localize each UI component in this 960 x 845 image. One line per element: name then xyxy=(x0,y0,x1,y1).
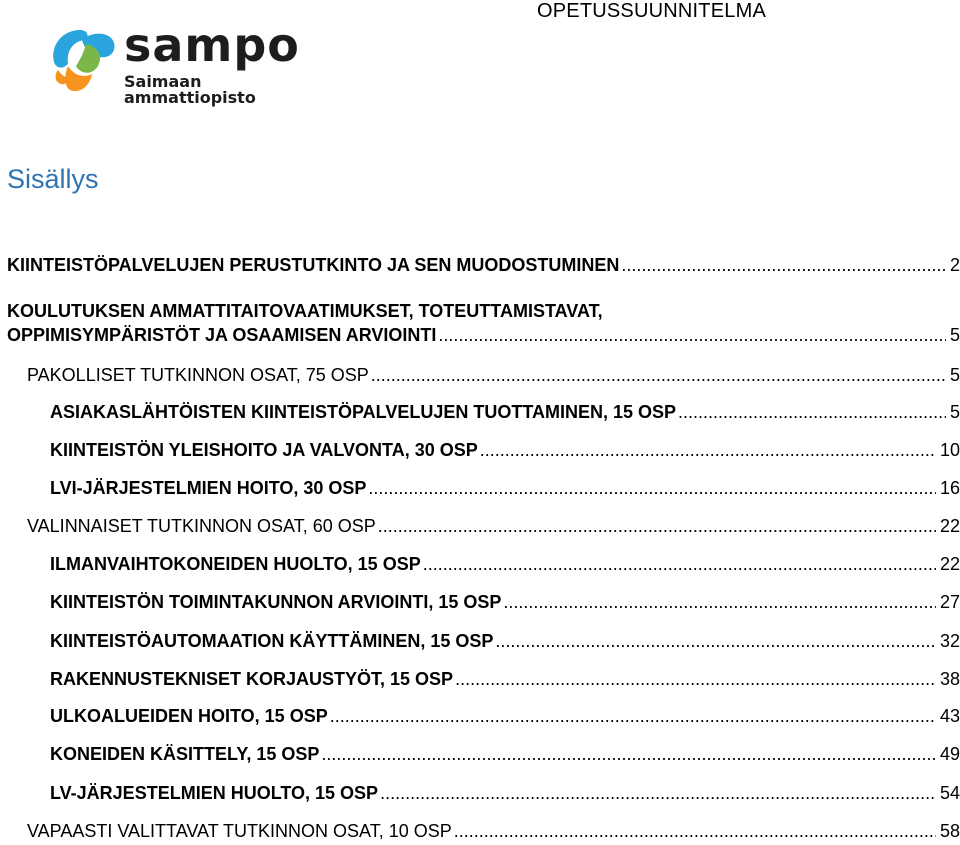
toc-entry-label: KIINTEISTÖN YLEISHOITO JA VALVONTA, 30 OSP xyxy=(50,440,478,460)
toc-page-number: 27 xyxy=(939,592,960,612)
toc-dot-leader xyxy=(495,631,936,652)
toc-entry-label: LVI-JÄRJESTELMIEN HOITO, 30 OSP xyxy=(50,478,367,498)
toc-entry[interactable] xyxy=(50,402,960,426)
sampo-logo xyxy=(46,18,326,107)
toc-entry-label: ILMANVAIHTOKONEIDEN HUOLTO, 15 OSP xyxy=(50,554,421,574)
toc-entry[interactable] xyxy=(27,365,960,389)
toc-entry[interactable] xyxy=(50,631,960,655)
toc-page-number: 38 xyxy=(939,669,960,689)
toc-entry[interactable] xyxy=(7,325,960,349)
toc-page-number: 10 xyxy=(939,440,960,460)
toc-entry[interactable] xyxy=(50,744,960,768)
toc-entry-line[interactable]: KOULUTUKSEN AMMATTITAITOVAATIMUKSET, TOTEUTTAMISTAVAT, xyxy=(7,301,603,321)
toc-entry[interactable] xyxy=(7,255,960,279)
toc-page-number: 2 xyxy=(949,255,960,275)
toc-entry-label: VAPAASTI VALITTAVAT TUTKINNON OSAT, 10 OSP xyxy=(27,821,452,841)
logo-subtitle: Saimaan ammattiopisto xyxy=(124,72,256,107)
toc-page-number: 43 xyxy=(939,706,960,726)
toc-page-number: 49 xyxy=(939,744,960,764)
toc-entry[interactable] xyxy=(50,669,960,693)
toc-entry[interactable] xyxy=(50,554,960,578)
toc-page-number: 54 xyxy=(939,783,960,803)
toc-entry-label: OPPIMISYMPÄRISTÖT JA OSAAMISEN ARVIOINTI xyxy=(7,325,437,345)
toc-page-number: 58 xyxy=(939,821,960,841)
sampo-emblem-icon xyxy=(46,20,126,98)
toc-dot-leader xyxy=(321,744,936,765)
toc-entry-label: KIINTEISTÖN TOIMINTAKUNNON ARVIOINTI, 15 OSP xyxy=(50,592,502,612)
toc-page-number: 5 xyxy=(949,402,960,422)
toc-dot-leader xyxy=(330,706,936,727)
toc-entry[interactable] xyxy=(27,821,960,845)
toc-entry-label: PAKOLLISET TUTKINNON OSAT, 75 OSP xyxy=(27,365,369,385)
toc-entry[interactable] xyxy=(50,706,960,730)
toc-entry[interactable] xyxy=(50,440,960,464)
toc-dot-leader xyxy=(423,554,936,575)
toc-entry-label: ULKOALUEIDEN HOITO, 15 OSP xyxy=(50,706,328,726)
toc-dot-leader xyxy=(368,478,936,499)
toc-dot-leader xyxy=(503,592,936,613)
toc-entry[interactable] xyxy=(50,783,960,807)
toc-dot-leader xyxy=(480,440,936,461)
toc-dot-leader xyxy=(455,669,936,690)
toc-dot-leader xyxy=(371,365,946,386)
toc-dot-leader xyxy=(378,516,936,537)
toc-page-number: 32 xyxy=(939,631,960,651)
toc-entry-label: KIINTEISTÖAUTOMAATION KÄYTTÄMINEN, 15 OSP xyxy=(50,631,494,651)
toc-entry-label: LV-JÄRJESTELMIEN HUOLTO, 15 OSP xyxy=(50,783,379,803)
toc-dot-leader xyxy=(454,821,936,842)
toc-entry[interactable] xyxy=(50,478,960,502)
document-running-title: OPETUSSUUNNITELMA xyxy=(537,0,766,22)
toc-dot-leader xyxy=(621,255,946,276)
toc-entry[interactable] xyxy=(50,592,960,616)
toc-entry-label: KONEIDEN KÄSITTELY, 15 OSP xyxy=(50,744,320,764)
toc-entry-label: RAKENNUSTEKNISET KORJAUSTYÖT, 15 OSP xyxy=(50,669,454,689)
toc-entry-label: KIINTEISTÖPALVELUJEN PERUSTUTKINTO JA SEN MUODOSTUMINEN xyxy=(7,255,620,275)
toc-title: Sisällys xyxy=(7,164,99,194)
toc-entry-label: VALINNAISET TUTKINNON OSAT, 60 OSP xyxy=(27,516,376,536)
toc-dot-leader xyxy=(438,325,946,346)
toc-entry-label: ASIAKASLÄHTÖISTEN KIINTEISTÖPALVELUJEN TUOTTAMINEN, 15 OSP xyxy=(50,402,677,422)
toc-dot-leader xyxy=(678,402,946,423)
toc-page-number: 16 xyxy=(939,478,960,498)
toc-page-number: 5 xyxy=(949,325,960,345)
logo-wordmark: sampo xyxy=(124,18,300,72)
toc-page-number: 5 xyxy=(949,365,960,385)
toc-page-number: 22 xyxy=(939,554,960,574)
toc-page-number: 22 xyxy=(939,516,960,536)
toc-dot-leader xyxy=(380,783,936,804)
toc-entry[interactable] xyxy=(27,516,960,540)
